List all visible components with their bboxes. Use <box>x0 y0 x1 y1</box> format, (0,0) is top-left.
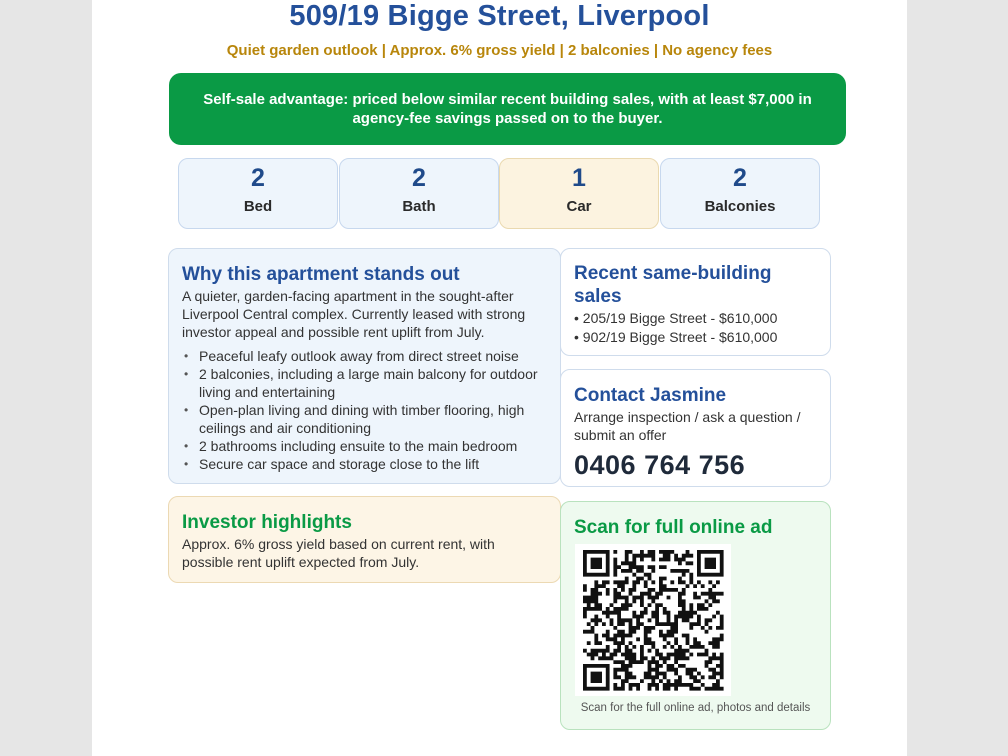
phone-number[interactable]: 0406 764 756 <box>574 449 746 480</box>
list-item: • 2 bathrooms including ensuite to the main bedroom <box>182 437 547 455</box>
stat-value: 1 <box>572 164 586 192</box>
page-subtitle: Quiet garden outlook | Approx. 6% gross yield | 2 balconies | No agency fees <box>226 42 773 59</box>
stat-car <box>499 158 659 229</box>
flyer-page <box>92 0 907 756</box>
contact-card <box>560 369 831 487</box>
stat-bed <box>178 158 338 229</box>
investor-text: Approx. 6% gross yield based on current rent, with possible rent uplift expected from July. <box>182 535 495 570</box>
list-item: • Open-plan living and dining with timber flooring, high ceilings and air conditioning <box>182 401 547 437</box>
qr-modules <box>583 550 724 691</box>
stat-balconies <box>660 158 820 229</box>
why-intro: A quieter, garden-facing apartment in the sought-after Liverpool Central complex. Currently leased with strong investor appeal and possible rent uplift from July. <box>182 287 526 340</box>
investor-heading: Investor highlights <box>182 512 352 533</box>
sales-heading: Recent same-building sales <box>574 263 772 307</box>
stat-bath <box>339 158 499 229</box>
why-card <box>168 248 561 484</box>
qr-code-icon <box>575 544 731 696</box>
stat-value: 2 <box>251 164 265 192</box>
scan-caption: Scan for the full online ad, photos and details <box>580 702 811 714</box>
list-item: • Peaceful leafy outlook away from direct street noise <box>182 347 547 365</box>
stat-label: Bed <box>243 198 273 215</box>
sales-item: • 205/19 Bigge Street - $610,000 <box>574 309 778 326</box>
why-bullets <box>182 347 547 473</box>
stat-value: 2 <box>412 164 426 192</box>
list-item: • 2 balconies, including a large main balcony for outdoor living and entertaining <box>182 365 547 401</box>
self-sale-banner <box>169 73 846 145</box>
recent-sales-card <box>560 248 831 356</box>
sales-item: • 902/19 Bigge Street - $610,000 <box>574 328 778 345</box>
stat-label: Car <box>566 198 592 215</box>
banner-text: Self-sale advantage: priced below similar recent building sales, with at least $7,000 in agency-fee savings passed on to the buyer. <box>203 90 812 127</box>
list-item: • Secure car space and storage close to the lift <box>182 455 547 473</box>
stat-value: 2 <box>733 164 747 192</box>
scan-card <box>560 501 831 730</box>
why-heading: Why this apartment stands out <box>182 264 460 285</box>
qr-code[interactable] <box>575 544 731 696</box>
contact-text: Arrange inspection / ask a question / submit an offer <box>574 408 801 443</box>
investor-card <box>168 496 561 583</box>
page-title: 509/19 Bigge Street, Liverpool <box>289 0 710 32</box>
stat-label: Bath <box>402 198 436 215</box>
stat-label: Balconies <box>704 198 776 215</box>
contact-heading: Contact Jasmine <box>574 385 727 406</box>
scan-heading: Scan for full online ad <box>574 517 773 538</box>
